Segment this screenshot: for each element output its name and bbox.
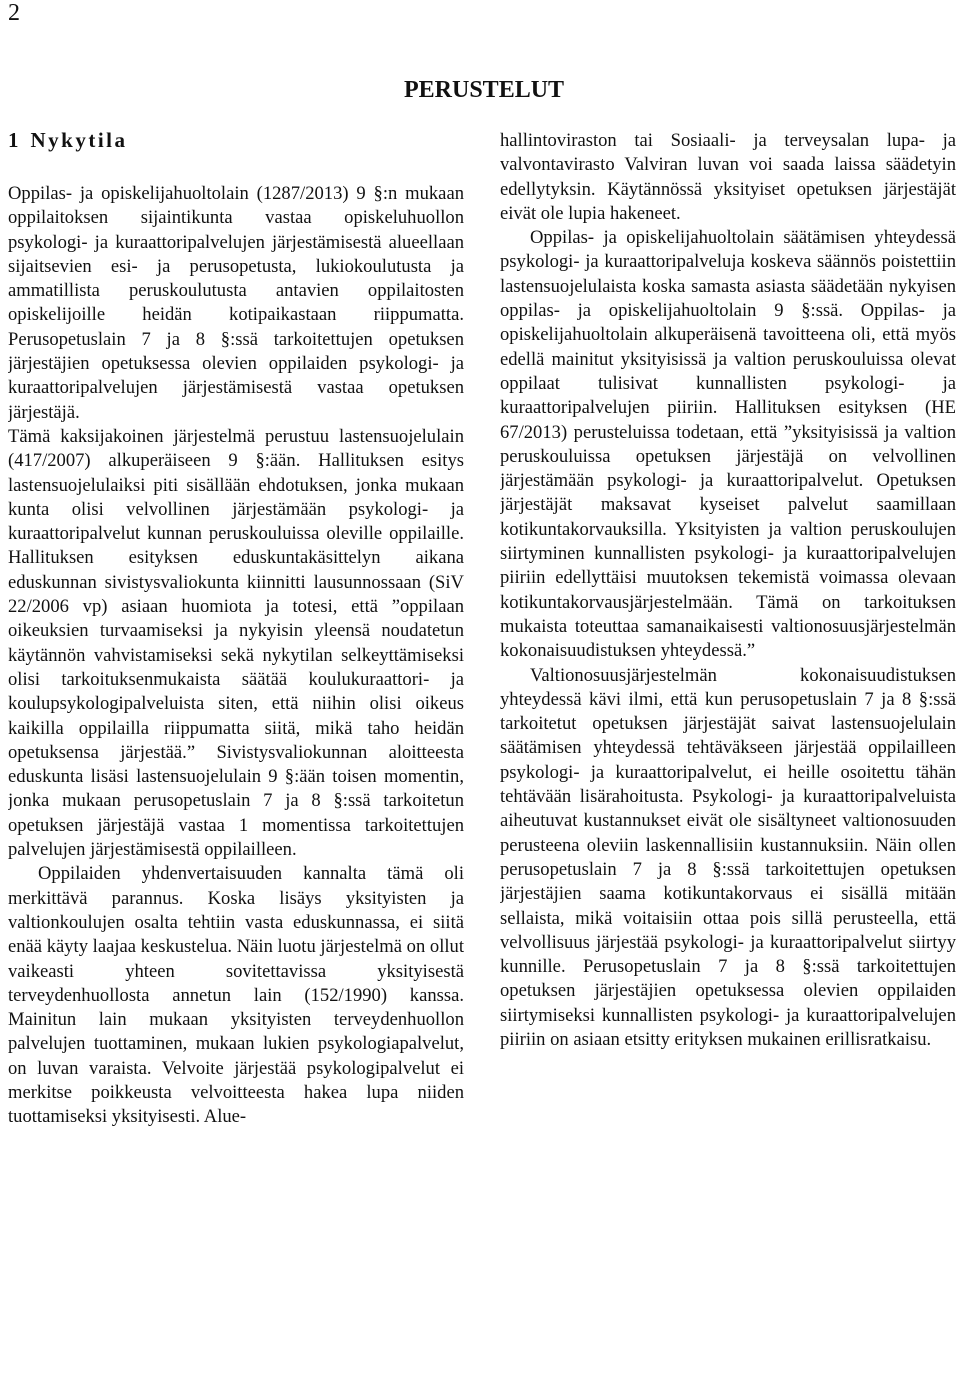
paragraph: Oppilas- ja opiskelijahuoltolain säätämisen yhteydessä psykologi- ja kuraattoripalveluja koskeva säännös poistettiin lastensuojelulaista koska samasta asiasta säädetään nykyisen oppilas- ja opiskelijahuoltolain 9 §:ssä. Oppilas- ja opiskelijahuoltolain alkuperäisenä tavoitteena oli, että myös edellä mainitut yksityisissä ja valtion peruskouluissa olevat oppilaat tulisivat kunnallisten psykologi- ja kuraattoripalvelujen piiriin. Hallituksen esityksen (HE 67/2013) perusteluissa todetaan, että ”yksityisissä ja valtion peruskouluissa opetuksen järjestäjä on velvollinen järjestämään psykologi- ja kuraattoripalvelut. Opetuksen järjestäjät maksavat kyseiset palvelut saamillaan kotikuntakorvauksilla. Yksityisten ja valtion peruskoulujen siirtyminen kunnallisten psykologi- ja kuraattoripalvelujen piiriin edellyttäisi muutoksen tekemistä voimassa olevaan kotikuntakorvausjärjestelmään. Tämä on tarkoituksen mukaista toteuttaa samanaikaisesti valtionosuusjärjestelmän kokonaisuudistuksen yhteydessä.” bbox=[500, 227, 956, 662]
section-title: Nykytila bbox=[30, 128, 128, 152]
section-heading bbox=[8, 128, 464, 152]
section-number: 1 bbox=[8, 128, 19, 152]
paragraph: Tämä kaksijakoinen järjestelmä perustuu lastensuojelulain (417/2007) alkuperäiseen 9 §:ään. Hallituksen esitys lastensuojelulaiksi piti sisällään ehdotuksen, jonka mukaan kunta olisi velvollinen järjestämään psykologi- ja kuraattoripalvelut kunnan peruskouluissa oleville oppilaille. Hallituksen esityksen eduskuntakäsittelyn aikana eduskunnan sivistysvaliokunta kiinnitti lausunnossaan (SiV 22/2006 vp) asiaan huomiota ja totesi, että ”oppilaan oikeuksien turvaamiseksi ja nykyisin yleensä noudatetun käytännön vahvistamiseksi sekä nykytilan selkeyttämiseksi olisi tarkoituksenmukaista säätää koulukuraattori- ja koulupsykologipalveluista siten, että niihin olisi oikeus kaikilla oppilailla riippumatta siitä, mikä taho heidän opetuksensa järjestää.” Sivistysvaliokunnan aloitteesta eduskunta lisäsi lastensuojelulain 9 §:ään toisen momentin, jonka mukaan perusopetuslain 7 ja 8 §:ssä tarkoitetun opetuksen järjestäjä vastaa 1 momentissa tarkoitettujen palvelujen järjestämisestä oppilailleen. bbox=[8, 425, 464, 861]
paragraph: hallintoviraston tai Sosiaali- ja terveysalan lupa- ja valvontavirasto Valviran luvan voi saada laissa säädetyin edellytyksin. Käytännössä yksityiset opetuksen järjestäjät eivät ole lupia hakeneet. bbox=[500, 130, 956, 224]
page-number: 2 bbox=[8, 0, 20, 26]
paragraph: Oppilaiden yhdenvertaisuuden kannalta tämä oli merkittävä parannus. Koska lisäys yksityisten ja valtionkoulujen osalta tehtiin vasta eduskunnassa, ei siitä enää käyty laajaa keskustelua. Näin luotu järjestelmä on ollut vaikeasti yhteen sovitettavissa yksityisestä terveydenhuollosta annetun lain (152/1990) kanssa. Mainitun lain mukaan yksityisten terveydenhuollon palvelujen tuottaminen, mukaan lukien psykologiapalvelut, on luvan varaista. Velvoite järjestää psykologipalvelut ei merkitse poikkeusta velvoitteesta hakea lupa niiden tuottamiseksi yksityisesti. Alue- bbox=[8, 863, 464, 1128]
page-header: PERUSTELUT bbox=[404, 77, 565, 103]
right-column bbox=[500, 129, 956, 1379]
left-column bbox=[8, 128, 464, 1378]
paragraph: Oppilas- ja opiskelijahuoltolain (1287/2013) 9 §:n mukaan oppilaitoksen sijaintikunta vastaa opiskeluhuollon psykologi- ja kuraattoripalvelujen järjestämisestä alueellaan sijaitsevien esi- ja perusopetusta, lukiokoulutusta ja ammatillista peruskoulutusta antavien oppilaitosten opiskelijoille heidän kotipaikastaan riippumatta. Perusopetuslain 7 ja 8 §:ssä tarkoitettujen opetuksen järjestäjien opetuksessa olevien oppilaiden psykologi- ja kuraattoripalvelujen järjestämisestä vastaa opetuksen järjestäjä. bbox=[8, 183, 464, 423]
paragraph: Valtionosuusjärjestelmän kokonaisuudistuksen yhteydessä kävi ilmi, että kun perusopetuslain 7 ja 8 §:ssä tarkoitetut opetuksen järjestäjät saivat lastensuojelulain säätämisen yhteydessä tehtäväkseen järjestää oppilailleen psykologi- ja kuraattoripalvelut, ei heille osoitettu tähän tehtävään lisärahoitusta. Psykologi- ja kuraattoripalveluista aiheutuvat kustannukset eivät ole sisältyneet valtionosuuden perusteena oleviin laskennallisiin kustannuksiin. Näin ollen perusopetuslain 7 ja 8 §:ssä tarkoitettujen opetuksen järjestäjien saama kotikuntakorvaus ei sisällä mitään sellaista, mikä voitaisiin ottaa pois sillä perusteella, että velvollisuus järjestää psykologi- ja kuraattoripalvelut siirtyy kunnille. Perusopetuslain 7 ja 8 §:ssä tarkoitettujen opetuksen järjestäjien opetuksessa olevien oppilaiden siirtymiseksi kunnallisten psykologi- ja kuraattoripalvelujen piiriin on asiaan etsitty erityksen mukainen erillisratkaisu. bbox=[500, 664, 956, 1050]
